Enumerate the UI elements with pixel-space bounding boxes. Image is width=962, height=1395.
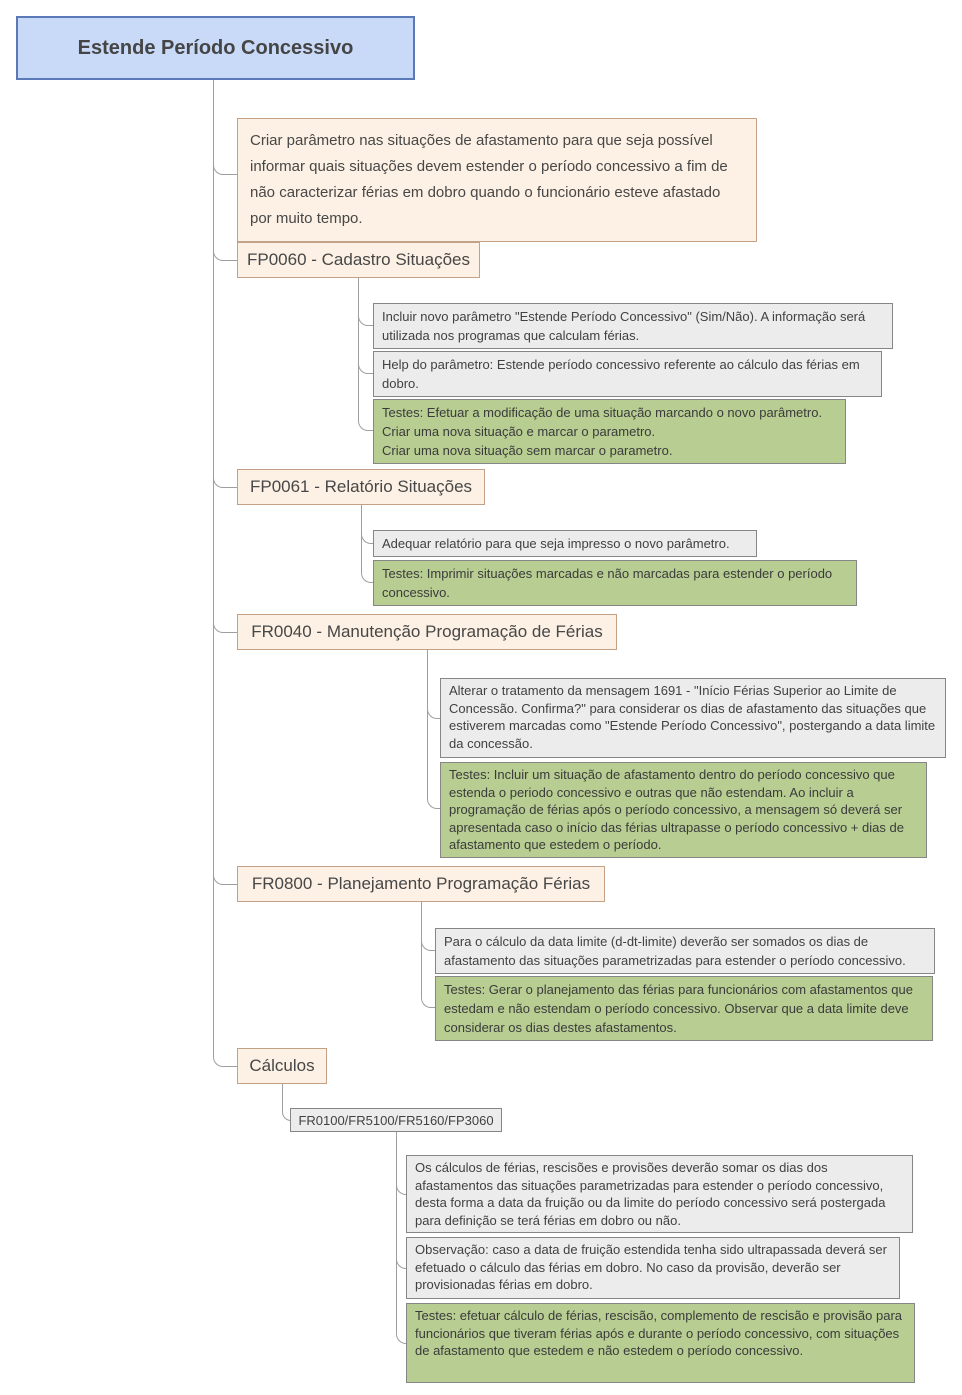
calculos-trunk-line — [282, 1084, 283, 1110]
node-fr0040[interactable]: FR0040 - Manutenção Programação de Férias — [237, 614, 617, 650]
fr0040-trunk-line — [427, 650, 428, 798]
node-fp0060-param[interactable]: Incluir novo parâmetro "Estende Período Concessivo" (Sim/Não). A informação será utilizada nos programas que calculam férias. — [373, 303, 893, 349]
connector-elbow-fr0800-calc — [421, 940, 436, 951]
node-description[interactable]: Criar parâmetro nas situações de afastamento para que seja possível informar quais situações devem estender o período concessivo a fim de não caracterizar férias em dobro quando o funcionário esteve afastado por muito tempo. — [237, 118, 757, 242]
connector-elbow-fr0040-tests — [427, 798, 441, 809]
fr0800-trunk-line — [421, 902, 422, 997]
connector-elbow-fp0060-help — [358, 363, 374, 374]
connector-elbow-description — [213, 164, 238, 175]
connector-elbow-fr0800-tests — [421, 997, 436, 1008]
node-calculos-tests[interactable]: Testes: efetuar cálculo de férias, rescisão, complemento de rescisão e provisão para funcionários que tiveram férias após e durante o período concessivo, com situações de afastamento que estedem e não estedem o período concessivo. — [406, 1303, 915, 1383]
main-trunk-line — [213, 80, 214, 1056]
node-fr0800-calc[interactable]: Para o cálculo da data limite (d-dt-limite) deverão ser somados os dias de afastamento das situações parametrizadas para estender o período concessivo. — [435, 928, 935, 974]
connector-elbow-fr0040 — [213, 622, 238, 633]
connector-elbow-fr0800 — [213, 874, 238, 885]
node-fr0800-tests[interactable]: Testes: Gerar o planejamento das férias para funcionários com afastamentos que estedam e não estendam o período concessivo. Observar que a data limite deve considerar os dias destes afastamentos. — [435, 976, 933, 1041]
programs-trunk-line — [396, 1132, 397, 1333]
node-fr0040-message[interactable]: Alterar o tratamento da mensagem 1691 - "Início Férias Superior ao Limite de Concessão. Confirma?" para considerar os dias de afastamento das situações que estiverem marcadas como "Estende Período Concessivo", postergando a data limite da concessão. — [440, 678, 946, 758]
root-node[interactable]: Estende Período Concessivo — [16, 16, 415, 80]
connector-elbow-fp0060-param — [358, 315, 374, 326]
node-fp0061[interactable]: FP0061 - Relatório Situações — [237, 469, 485, 505]
connector-elbow-fp0061 — [213, 477, 238, 488]
connector-elbow-calculos — [213, 1056, 238, 1067]
node-calculos-obs[interactable]: Observação: caso a data de fruição estendida tenha sido ultrapassada deverá ser efetuado o cálculo das férias em dobro. No caso da provisão, deverão ser provisionadas férias em dobro. — [406, 1237, 900, 1299]
node-fp0061-tests[interactable]: Testes: Imprimir situações marcadas e não marcadas para estender o período concessivo. — [373, 560, 857, 606]
fp0060-trunk-line — [358, 278, 359, 420]
node-fp0060-help[interactable]: Help do parâmetro: Estende período concessivo referente ao cálculo das férias em dobro. — [373, 351, 882, 397]
connector-elbow-fp0060 — [213, 250, 238, 261]
node-calculos-programs[interactable]: FR0100/FR5100/FR5160/FP3060 — [290, 1108, 502, 1132]
node-fp0061-report[interactable]: Adequar relatório para que seja impresso o novo parâmetro. — [373, 530, 757, 557]
node-fp0060[interactable]: FP0060 - Cadastro Situações — [237, 242, 480, 278]
connector-elbow-fp0060-tests — [358, 420, 374, 431]
node-fr0800[interactable]: FR0800 - Planejamento Programação Férias — [237, 866, 605, 902]
node-calculos-calc[interactable]: Os cálculos de férias, rescisões e provisões deverão somar os dias dos afastamentos das situações parametrizadas para estender o período concessivo, desta forma a data da fruição ou da limite do período concessivo será postergada para definição se terá férias em dobro ou não. — [406, 1155, 913, 1233]
node-fp0060-tests[interactable]: Testes: Efetuar a modificação de uma situação marcando o novo parâmetro. Criar uma nova situação e marcar o parametro. Criar uma nova situação sem marcar o parametro. — [373, 399, 846, 464]
node-calculos[interactable]: Cálculos — [237, 1048, 327, 1084]
connector-elbow-fr0040-message — [427, 708, 441, 719]
node-fr0040-tests[interactable]: Testes: Incluir um situação de afastamento dentro do período concessivo que estenda o periodo concessivo e outras que não estendam. Ao incluir a programação de férias após o período concessivo, a mensagem só deverá ser apresentada caso o início das férias ultrapasse o período concessivo + dias de afastamento que estedem o período. — [440, 762, 927, 858]
